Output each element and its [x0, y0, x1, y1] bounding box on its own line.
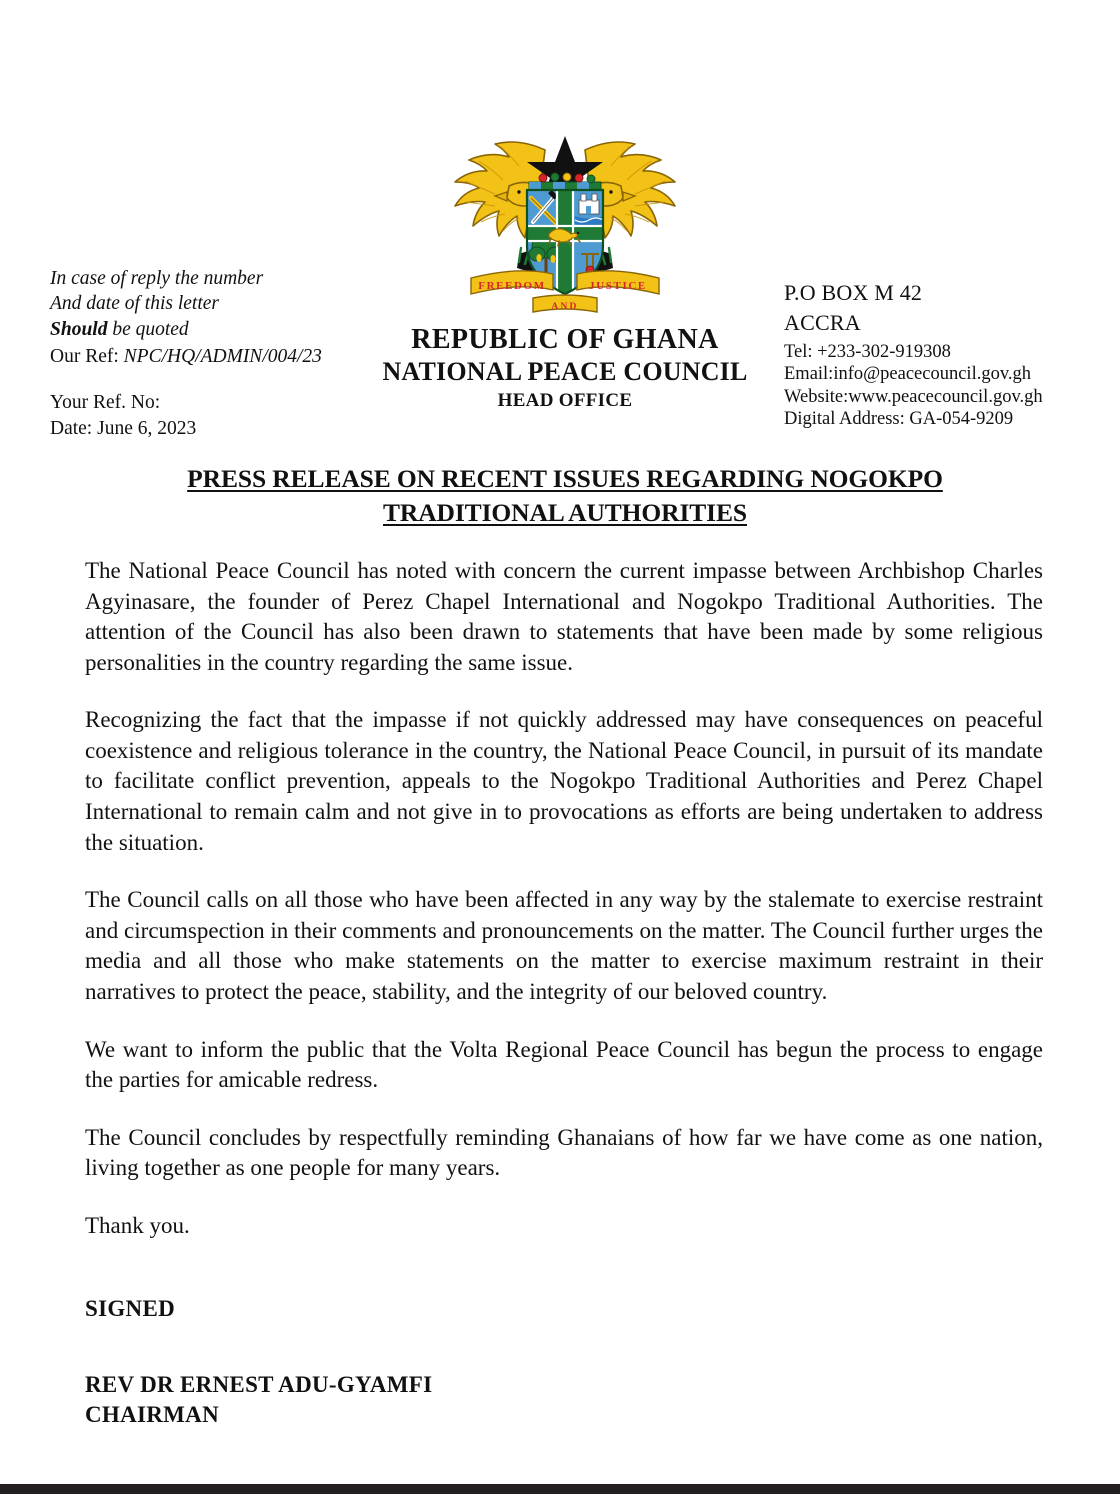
press-release-body	[85, 556, 1043, 1429]
signed-label: SIGNED	[85, 1296, 175, 1322]
page-title-line-1: PRESS RELEASE ON RECENT ISSUES REGARDING NOGOKPO	[187, 464, 943, 493]
paragraph-4: We want to inform the public that the Volta Regional Peace Council has begun the process to engage the parties for amicable redress.	[85, 1036, 1043, 1093]
paragraph-1: The National Peace Council has noted with concern the current impasse between Archbishop Charles Agyinasare, the founder of Perez Chapel International and Nogokpo Traditional Authorities. The attention of the Council has also been drawn to statements that have been made by some religious personalities in the country regarding the same issue.	[85, 558, 1043, 675]
signature-block	[85, 1296, 1043, 1429]
paragraph-2: Recognizing the fact that the impasse if not quickly addressed may have consequences on peaceful coexistence and religious tolerance in the country, the National Peace Council, in pursuit of its mandate to facilitate conflict prevention, appeals to the Nogokpo Traditional Authorities and Perez Chapel International to remain calm and not give in to provocations as efforts are being undertaken to address the situation.	[85, 707, 1043, 855]
address-block	[784, 280, 1084, 431]
city-line: ACCRA	[784, 309, 861, 335]
page-title-line-2: TRADITIONAL AUTHORITIES	[382, 497, 747, 527]
signatory-name: REV DR ERNEST ADU-GYAMFI	[85, 1372, 433, 1398]
organization-heading	[330, 324, 800, 412]
your-ref-line: Your Ref. No:	[50, 392, 161, 414]
reply-note-block	[50, 266, 380, 441]
motto-right-text: JUSTICE	[589, 280, 647, 292]
reply-note-spacer	[50, 369, 380, 390]
signatory-role: CHAIRMAN	[85, 1401, 219, 1427]
letterhead	[0, 128, 1120, 438]
page-bottom-bar	[0, 1484, 1120, 1494]
closing-thank-you: Thank you.	[85, 1212, 190, 1238]
our-ref-label: Our Ref:	[50, 346, 119, 368]
motto-center-text: AND	[551, 302, 579, 312]
digital-address-line: Digital Address: GA-054-9209	[784, 409, 1014, 430]
date-line: Date: June 6, 2023	[50, 417, 197, 439]
page-title	[85, 462, 1045, 529]
paragraph-5: The Council concludes by respectfully reminding Ghanaians of how far we have come as one nation, living together as one people for many years.	[85, 1124, 1043, 1181]
reply-note-be-quoted: be quoted	[107, 318, 189, 340]
motto-left-text: FREEDOM	[478, 280, 546, 292]
po-box-line: P.O BOX M 42	[784, 280, 923, 305]
our-ref-value: NPC/HQ/ADMIN/004/23	[123, 346, 322, 368]
chief-band	[529, 173, 601, 191]
republic-of-ghana-line: REPUBLIC OF GHANA	[411, 324, 719, 355]
head-office-line: HEAD OFFICE	[497, 390, 633, 412]
national-peace-council-line: NATIONAL PEACE COUNCIL	[382, 357, 748, 387]
telephone-line: Tel: +233-302-919308	[784, 341, 951, 362]
ghana-coat-of-arms-icon	[449, 128, 681, 318]
reply-note-line-3	[50, 317, 380, 342]
website-line: Website:www.peacecouncil.gov.gh	[784, 386, 1043, 407]
reply-note-line-1: In case of reply the number	[50, 268, 264, 289]
our-ref-line	[50, 344, 380, 369]
reply-note-line-2: And date of this letter	[50, 293, 219, 315]
reply-note-should-word: Should	[50, 318, 108, 340]
paragraph-3: The Council calls on all those who have been affected in any way by the stalemate to exercise restraint and circumspection in their comments and pronouncements on the matter. The Council further urges the media and all those who make statements on the matter to exercise maximum restraint in their narratives to protect the peace, stability, and the integrity of our beloved country.	[85, 887, 1043, 1004]
email-line: Email:info@peacecouncil.gov.gh	[784, 364, 1032, 385]
